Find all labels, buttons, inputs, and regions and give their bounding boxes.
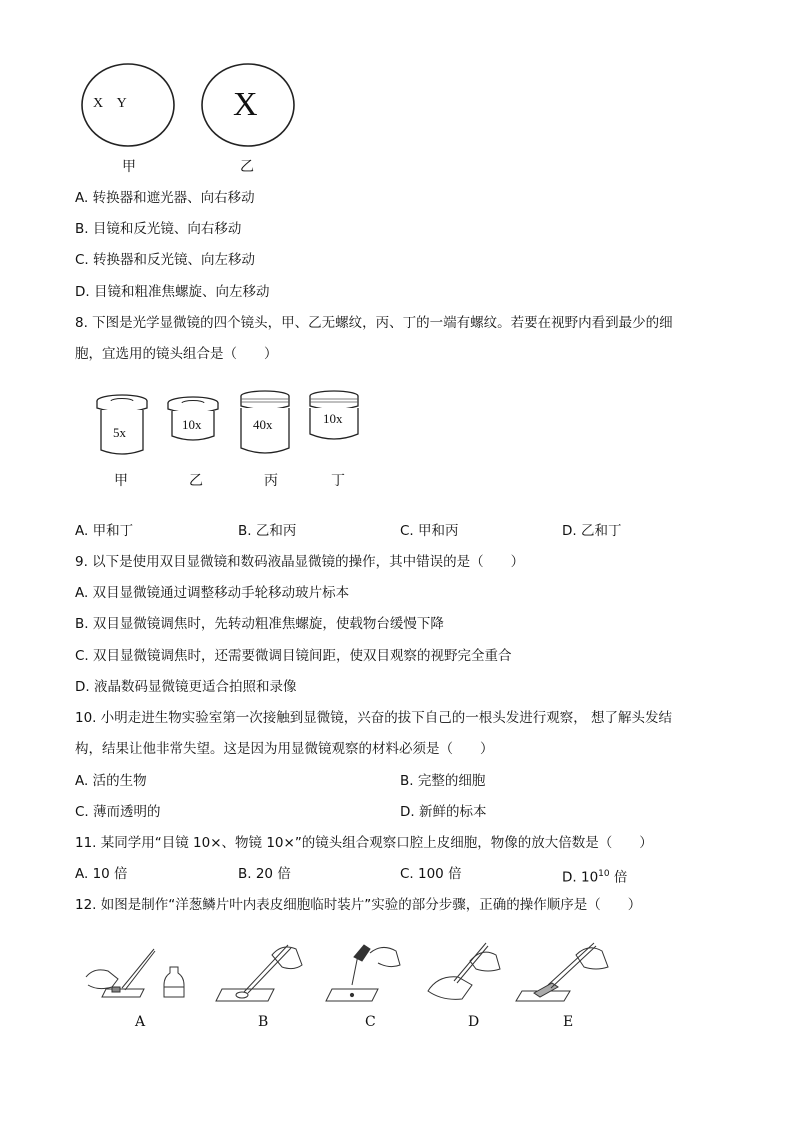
q10-option-a: A. 活的生物 <box>75 773 147 789</box>
lens-label-ding: 丁 <box>331 473 345 489</box>
q10-stem-line2: 构，结果让他非常失望。这是因为用显微镜观察的材料必须是（ ） <box>75 741 494 757</box>
q7-option-d: D. 目镜和粗准焦螺旋、向左移动 <box>75 284 270 300</box>
q7-option-a: A. 转换器和遮光器、向右移动 <box>75 190 255 206</box>
q11-option-d-exponent: 10 <box>598 869 610 879</box>
q8-stem-line1: 8. 下图是光学显微镜的四个镜头，甲、乙无螺纹，丙、丁的一端有螺纹。若要在视野内看到最少的细 <box>75 315 673 331</box>
lens-ding-magnification: 10x <box>323 411 343 426</box>
q12-stem: 12. 如图是制作“洋葱鳞片叶内表皮细胞临时装片”实验的部分步骤，正确的操作顺序是（ ） <box>75 897 642 913</box>
lens-label-jia: 甲 <box>114 473 128 489</box>
q10-option-d: D. 新鲜的标本 <box>400 804 487 820</box>
q11-option-b: B. 20 倍 <box>238 866 291 882</box>
lens-jia-magnification: 5x <box>113 425 126 440</box>
step-a-illustration <box>86 949 184 997</box>
q8-option-c: C. 甲和丙 <box>400 523 459 539</box>
q8-stem-line2: 胞，宜选用的镜头组合是（ ） <box>75 346 278 362</box>
step-label-d: D <box>468 1014 480 1030</box>
q9-option-d: D. 液晶数码显微镜更适合拍照和录像 <box>75 679 297 695</box>
circle-yi-text: X <box>233 86 258 123</box>
figure-label-yi: 乙 <box>240 159 254 175</box>
figure-label-jia: 甲 <box>122 159 136 175</box>
q9-option-a: A. 双目显微镜通过调整移动手轮移动玻片标本 <box>75 585 350 601</box>
q11-option-d-suffix: 倍 <box>609 869 628 886</box>
q11-option-d <box>562 864 627 888</box>
step-e-illustration <box>516 943 608 1001</box>
lens-yi-magnification: 10x <box>182 417 202 432</box>
q8-option-d: D. 乙和丁 <box>562 523 622 539</box>
q11-option-d-prefix: D. 10 <box>562 869 599 886</box>
step-c-illustration <box>326 945 400 1001</box>
step-label-a: A <box>135 1014 146 1030</box>
q7-option-b: B. 目镜和反光镜、向右移动 <box>75 221 242 237</box>
q7-option-c: C. 转换器和反光镜、向左移动 <box>75 252 256 268</box>
q10-stem-line1: 10. 小明走进生物实验室第一次接触到显微镜，兴奋的拔下自己的一根头发进行观察， 想了解头发结 <box>75 710 673 726</box>
q11-stem: 11. 某同学用“目镜 10×、物镜 10×”的镜头组合观察口腔上皮细胞，物像的放大倍数是（ ） <box>75 835 653 851</box>
step-b-illustration <box>216 945 302 1001</box>
step-label-b: B <box>258 1014 269 1030</box>
lens-label-yi: 乙 <box>189 473 203 489</box>
q11-option-c: C. 100 倍 <box>400 866 462 882</box>
q8-option-a: A. 甲和丁 <box>75 523 134 539</box>
slide-preparation-steps-figure <box>82 935 622 1010</box>
q10-option-c: C. 薄而透明的 <box>75 804 161 820</box>
q9-stem: 9. 以下是使用双目显微镜和数码液晶显微镜的操作，其中错误的是（ ） <box>75 554 525 570</box>
lens-bing-magnification: 40x <box>253 417 273 432</box>
q8-option-b: B. 乙和丙 <box>238 523 297 539</box>
step-label-e: E <box>563 1014 574 1030</box>
q11-option-a: A. 10 倍 <box>75 866 128 882</box>
q9-option-b: B. 双目显微镜调焦时，先转动粗准焦螺旋，使载物台缓慢下降 <box>75 616 444 632</box>
circle-jia-text: X Y <box>93 96 127 111</box>
q9-option-c: C. 双目显微镜调焦时，还需要微调目镜间距，使双目观察的视野完全重合 <box>75 648 512 664</box>
lens-label-bing: 丙 <box>264 473 278 489</box>
q10-option-b: B. 完整的细胞 <box>400 773 486 789</box>
step-d-illustration <box>428 943 500 999</box>
step-label-c: C <box>365 1014 376 1030</box>
